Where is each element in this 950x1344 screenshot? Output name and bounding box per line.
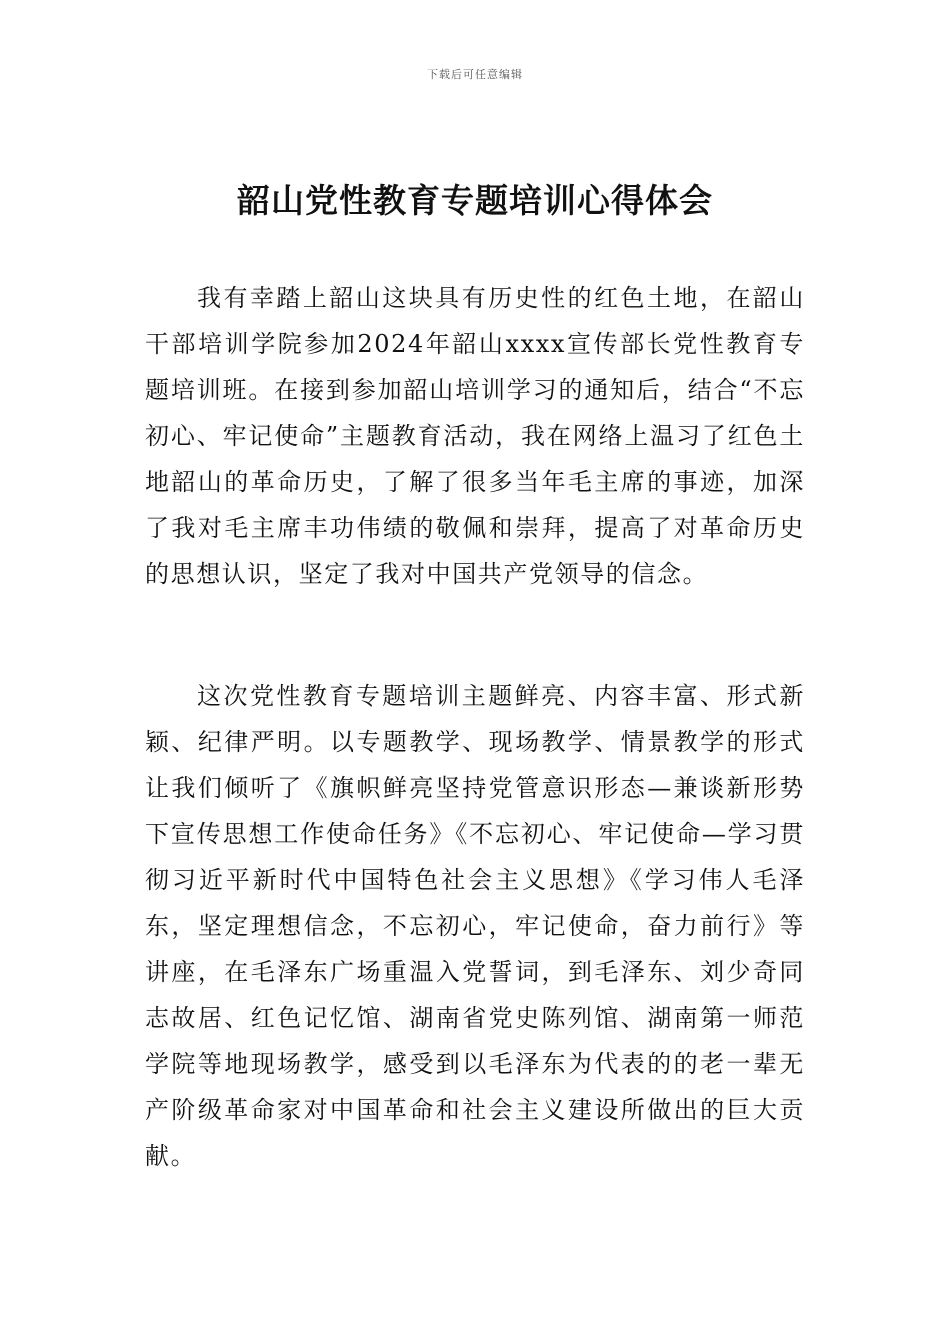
paragraph-2: 这次党性教育专题培训主题鲜亮、内容丰富、形式新颖、纪律严明。以专题教学、现场教学、情景教学的形式让我们倾听了《旗帜鲜亮坚持党管意识形态—兼谈新形势下宣传思想工作使命任务》《不忘初心、牢记使命—学习贯彻习近平新时代中国特色社会主义思想》《学习伟人毛泽东，坚定理想信念，不忘初心，牢记使命，奋力前行》等讲座，在毛泽东广场重温入党誓词，到毛泽东、刘少奇同志故居、红色记忆馆、湖南省党史陈列馆、湖南第一师范学院等地现场教学，感受到以毛泽东为代表的的老一辈无产阶级革命家对中国革命和社会主义建设所做出的巨大贡献。 xyxy=(145,682,805,1170)
document-title: 韶山党性教育专题培训心得体会 xyxy=(237,181,713,220)
paragraph-1: 我有幸踏上韶山这块具有历史性的红色土地，在韶山干部培训学院参加2024年韶山xxxx宣传部长党性教育专题培训班。在接到参加韶山培训学习的通知后，结合“不忘初心、牢记使命”主题教育活动，我在网络上温习了红色土地韶山的革命历史，了解了很多当年毛主席的事迹，加深了我对毛主席丰功伟绩的敬佩和崇拜，提高了对革命历史的思想认识，坚定了我对中国共产党领导的信念。 xyxy=(145,284,805,588)
header-note: 下载后可任意编辑 xyxy=(427,68,523,81)
